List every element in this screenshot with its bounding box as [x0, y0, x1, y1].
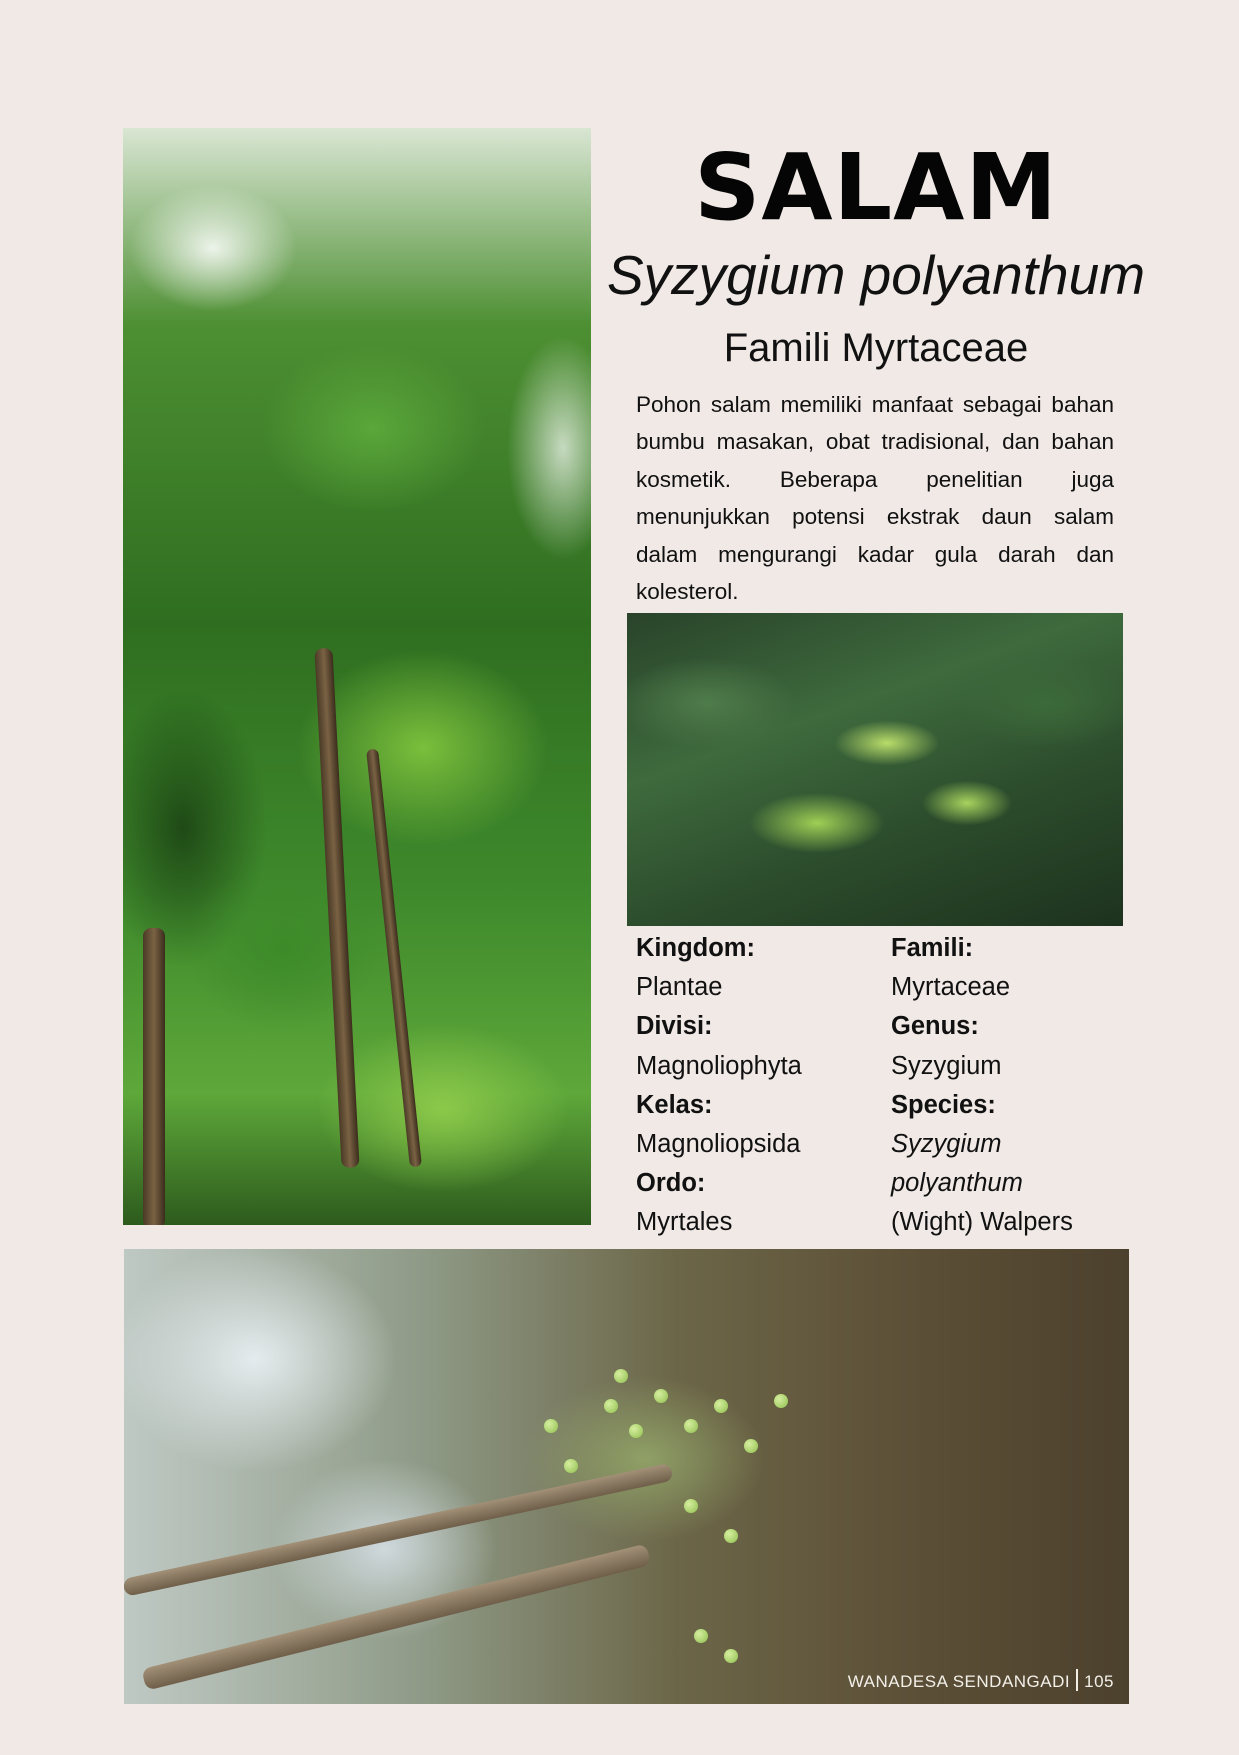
tree-trunk [143, 928, 165, 1225]
species-value-epithet: polyanthum [891, 1169, 1023, 1198]
species-value-genus: Syzygium [891, 1130, 1002, 1159]
flower-bud [544, 1419, 558, 1433]
tree-trunk [366, 749, 422, 1168]
page-number: 105 [1084, 1672, 1114, 1691]
flower-bud [684, 1499, 698, 1513]
flower-bud [564, 1459, 578, 1473]
genus-value: Syzygium [891, 1051, 1002, 1080]
kelas-label: Kelas: [636, 1090, 713, 1119]
flower-bud [654, 1389, 668, 1403]
tree-trunk [314, 648, 359, 1168]
page-footer [848, 1669, 1129, 1692]
kingdom-value: Plantae [636, 973, 723, 1002]
ordo-label: Ordo: [636, 1169, 706, 1198]
publication-name: WANADESA SENDANGADI [847, 1672, 1071, 1691]
species-label: Species: [891, 1090, 996, 1119]
footer-divider [1076, 1669, 1078, 1691]
flower-photo [124, 1249, 1129, 1704]
flower-bud [604, 1399, 618, 1413]
family-heading: Famili Myrtaceae [723, 326, 1029, 370]
leaf-photo [627, 613, 1123, 926]
taxonomy-right-column [891, 929, 1141, 1243]
genus-label: Genus: [891, 1012, 979, 1041]
species-author: (Wight) Walpers [891, 1208, 1073, 1237]
tree-photo [123, 128, 591, 1225]
scientific-name: Syzygium polyanthum [606, 244, 1146, 306]
famili-label: Famili: [891, 934, 974, 962]
taxonomy-left-column [636, 929, 886, 1243]
flower-bud [774, 1394, 788, 1408]
flower-bud [629, 1424, 643, 1438]
description-paragraph: Pohon salam memiliki manfaat sebagai bahan bumbu masakan, obat tradisional, dan bahan kosmetik. Beberapa penelitian juga menunjukkan potensi ekstrak daun salam dalam mengurangi kadar gula darah dan kolesterol. [636, 392, 1114, 605]
flower-bud [614, 1369, 628, 1383]
flower-bud [744, 1439, 758, 1453]
kingdom-label: Kingdom: [636, 934, 755, 962]
flower-bud [684, 1419, 698, 1433]
ordo-value: Myrtales [636, 1208, 733, 1237]
famili-value: Myrtaceae [891, 973, 1011, 1002]
flower-bud [714, 1399, 728, 1413]
divisi-label: Divisi: [636, 1012, 713, 1041]
flower-bud [724, 1529, 738, 1543]
flower-bud [724, 1649, 738, 1663]
kelas-value: Magnoliopsida [636, 1130, 801, 1159]
divisi-value: Magnoliophyta [636, 1051, 802, 1080]
page-title: SALAM [694, 134, 1058, 241]
flower-bud [694, 1629, 708, 1643]
